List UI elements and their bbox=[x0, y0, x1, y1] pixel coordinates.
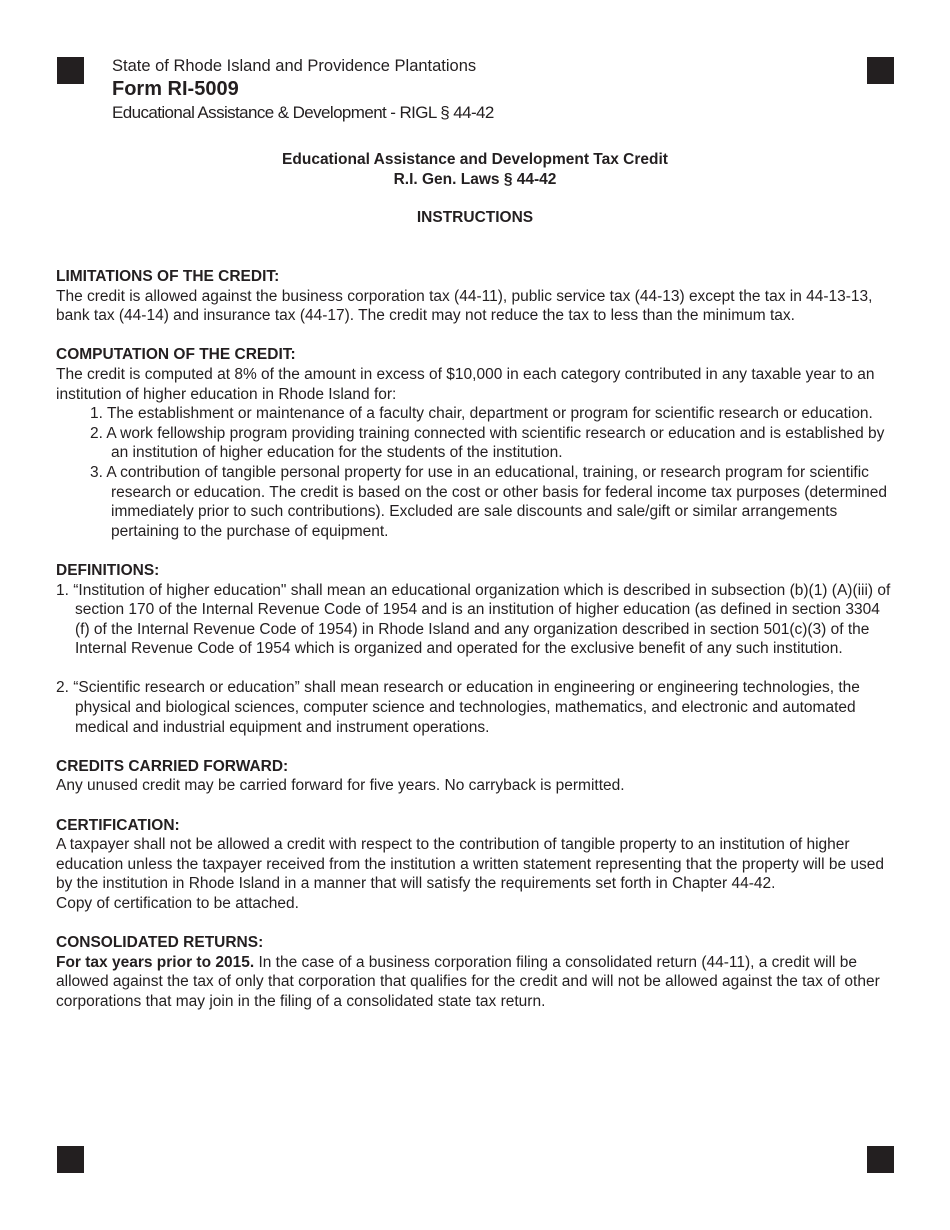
section-limitations bbox=[56, 267, 898, 326]
section-text: The credit is computed at 8% of the amount in excess of $10,000 in each category contributed in any taxable year to an institution of higher education in Rhode Island for: bbox=[56, 365, 875, 403]
form-header bbox=[112, 56, 494, 125]
title-line-2: R.I. Gen. Laws § 44-42 bbox=[393, 171, 557, 188]
registration-mark-top-right bbox=[867, 57, 894, 84]
title-line-1: Educational Assistance and Development Tax Credit bbox=[282, 151, 668, 168]
list-item: 1. The establishment or maintenance of a faculty chair, department or program for scientific research or education. bbox=[90, 405, 873, 423]
form-number: Form RI-5009 bbox=[112, 78, 239, 100]
section-heading: DEFINITIONS: bbox=[56, 561, 160, 579]
document-title bbox=[0, 150, 950, 190]
section-heading: CREDITS CARRIED FORWARD: bbox=[56, 757, 289, 775]
instructions-body bbox=[56, 267, 898, 1031]
list-item: 2. A work fellowship program providing training connected with scientific research or education and is established by an institution of higher education for the students of the institution. bbox=[90, 424, 885, 462]
section-heading: CERTIFICATION: bbox=[56, 816, 180, 834]
section-definitions bbox=[56, 561, 898, 737]
section-heading: COMPUTATION OF THE CREDIT: bbox=[56, 346, 296, 364]
list-item: 2. “Scientific research or education” shall mean research or education in engineering or engineering technologies, the physical and biological sciences, computer science and technologies, mathematics, and electronic and automated medical and industrial equipment and instrument operations. bbox=[56, 679, 860, 736]
registration-mark-top-left bbox=[57, 57, 84, 84]
section-text bbox=[56, 953, 898, 1012]
form-subtitle: Educational Assistance & Development - RIGL § 44-42 bbox=[112, 103, 494, 122]
section-text: The credit is allowed against the business corporation tax (44-11), public service tax (44-13) except the tax in 44-13-13, bank tax (44-14) and insurance tax (44-17). The credit may not reduce the tax to less than the minimum tax. bbox=[56, 287, 873, 325]
list-item: 3. A contribution of tangible personal property for use in an educational, training, or research program for scientific research or education. The credit is based on the cost or other basis for federal income tax purposes (determined immediately prior to such contributions). Excluded are sale discounts and sale/gift or similar arrangements pertaining to the purchase of equipment. bbox=[90, 463, 887, 540]
section-computation bbox=[56, 345, 898, 541]
section-heading: CONSOLIDATED RETURNS: bbox=[56, 934, 264, 952]
instructions-heading: INSTRUCTIONS bbox=[416, 209, 534, 226]
registration-mark-bottom-left bbox=[57, 1146, 84, 1173]
section-credits-carried-forward bbox=[56, 757, 898, 796]
list-item: 1. “Institution of higher education" shall mean an educational organization which is described in subsection (b)(1) (A)(iii) of section 170 of the Internal Revenue Code of 1954 and is an institution of higher education (as defined in section 3304 (f) of the Internal Revenue Code of 1954) in Rhode Island and any organization described in section 501(c)(3) of the Internal Revenue Code of 1954 which is organized and operated for the exclusive benefit of any such institution. bbox=[56, 581, 891, 658]
section-certification bbox=[56, 816, 898, 914]
section-consolidated-returns bbox=[56, 933, 898, 1011]
section-text: Any unused credit may be carried forward for five years. No carryback is permitted. bbox=[56, 777, 625, 795]
registration-mark-bottom-right bbox=[867, 1146, 894, 1173]
section-text-note: Copy of certification to be attached. bbox=[56, 895, 299, 912]
section-text-body: In the case of a business corporation filing a consolidated return (44-11), a credit will be allowed against the tax of only that corporation that qualifies for the credit and will not be allowed against the tax of other corporations that may join in the filing of a consolidated state tax return. bbox=[56, 953, 880, 1010]
section-text-lead: For tax years prior to 2015. bbox=[56, 953, 255, 971]
section-text: A taxpayer shall not be allowed a credit with respect to the contribution of tangible property to an institution of higher education unless the taxpayer received from the institution a written statement representing that the property will be used by the institution in Rhode Island in a manner that will satisfy the requirements set forth in Chapter 44-42. bbox=[56, 836, 884, 893]
state-name: State of Rhode Island and Providence Plantations bbox=[112, 57, 477, 75]
section-heading: LIMITATIONS OF THE CREDIT: bbox=[56, 268, 280, 285]
